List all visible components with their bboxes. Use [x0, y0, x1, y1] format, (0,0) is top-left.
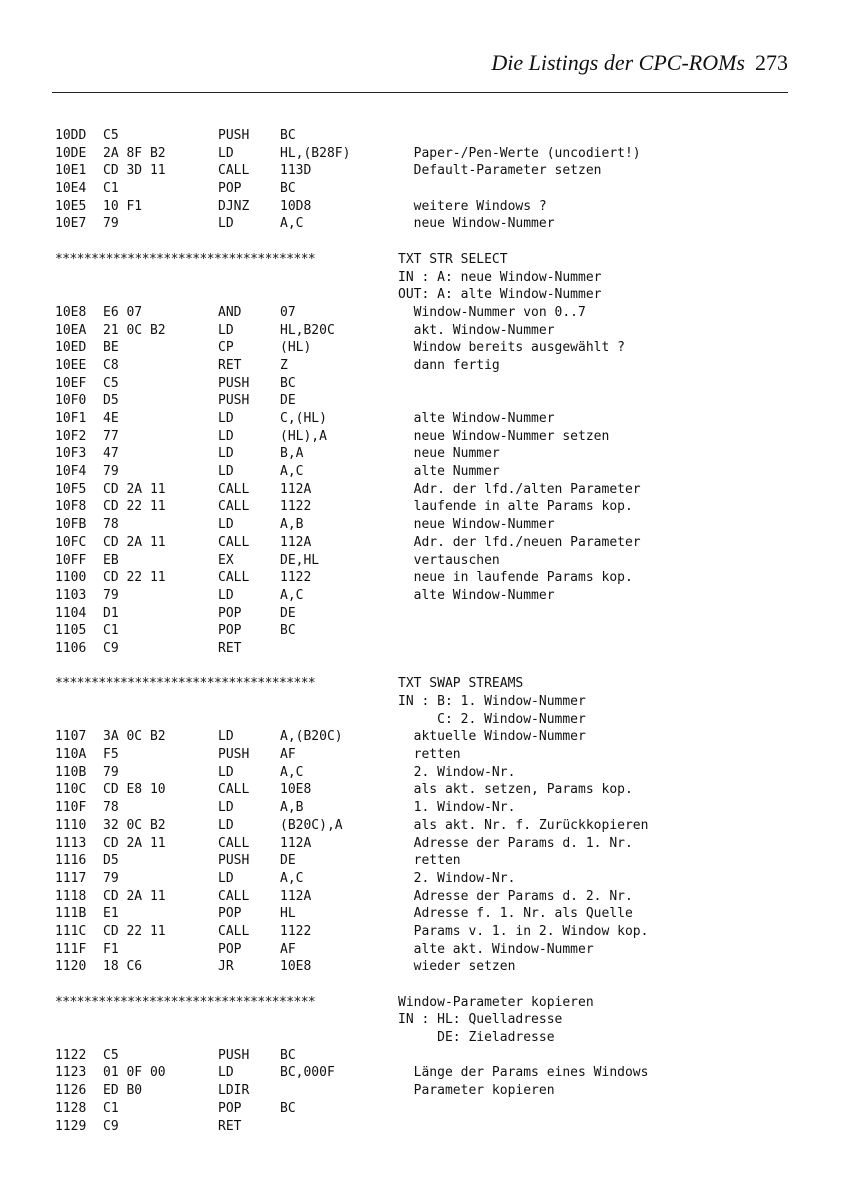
mnemonic: CP	[218, 340, 234, 356]
address: 1100	[55, 570, 87, 586]
operand: HL,(B28F)	[280, 145, 351, 161]
opcode-bytes: C1	[103, 623, 119, 639]
stars-separator: ************************************	[55, 251, 316, 267]
operand: A,C	[280, 587, 304, 603]
mnemonic: LD	[218, 1065, 234, 1081]
opcode-bytes: D5	[103, 853, 119, 869]
opcode-bytes: C5	[103, 375, 119, 391]
mnemonic: CALL	[218, 888, 250, 904]
comment: Adr. der lfd./alten Parameter	[398, 481, 641, 497]
opcode-bytes: 79	[103, 216, 119, 232]
address: 1128	[55, 1100, 87, 1116]
stars-separator: ************************************	[55, 994, 316, 1010]
code-line	[55, 746, 795, 764]
address: 10EE	[55, 357, 87, 373]
operand: AF	[280, 941, 296, 957]
mnemonic: POP	[218, 1100, 242, 1116]
opcode-bytes: 32 0C B2	[103, 817, 166, 833]
mnemonic: EX	[218, 552, 234, 568]
comment: DE: Zieladresse	[398, 1030, 555, 1046]
address: 110A	[55, 747, 87, 763]
comment: akt. Window-Nummer	[398, 322, 555, 338]
mnemonic: LD	[218, 216, 234, 232]
address: 110B	[55, 764, 87, 780]
code-line	[55, 1118, 795, 1136]
code-line	[55, 958, 795, 976]
code-line	[55, 498, 795, 516]
address: 10F1	[55, 411, 87, 426]
code-line	[55, 781, 795, 799]
mnemonic: POP	[218, 906, 242, 922]
page-header	[52, 50, 788, 93]
code-line	[55, 905, 795, 923]
opcode-bytes: C1	[103, 181, 119, 197]
mnemonic: CALL	[218, 481, 250, 497]
mnemonic: CALL	[218, 782, 250, 798]
address: 10E7	[55, 216, 87, 232]
opcode-bytes: C8	[103, 357, 119, 373]
opcode-bytes: 01 0F 00	[103, 1065, 166, 1081]
opcode-bytes: CD 22 11	[103, 570, 166, 586]
opcode-bytes: D5	[103, 393, 119, 409]
code-line	[55, 923, 795, 941]
opcode-bytes: 79	[103, 764, 119, 780]
mnemonic: LD	[218, 464, 234, 480]
mnemonic: PUSH	[218, 747, 250, 763]
opcode-bytes: CD E8 10	[103, 782, 166, 798]
operand: Z	[280, 357, 288, 373]
address: 111F	[55, 941, 87, 957]
operand: (HL),A	[280, 428, 327, 444]
opcode-bytes: 3A 0C B2	[103, 729, 166, 745]
code-line	[55, 640, 795, 658]
code-line	[55, 286, 795, 304]
code-line	[55, 180, 795, 198]
address: 10F4	[55, 464, 87, 480]
operand: 10E8	[280, 959, 312, 975]
mnemonic: PUSH	[218, 128, 250, 143]
address: 10E1	[55, 163, 87, 179]
comment: alte Window-Nummer	[398, 587, 555, 603]
address: 1107	[55, 729, 87, 745]
code-line	[55, 516, 795, 534]
comment: retten	[398, 747, 461, 763]
section-divider-line	[55, 675, 795, 693]
opcode-bytes: 79	[103, 870, 119, 886]
mnemonic: LD	[218, 729, 234, 745]
address: 1113	[55, 835, 87, 851]
operand: 1122	[280, 923, 312, 939]
opcode-bytes: 10 F1	[103, 198, 143, 214]
code-line	[55, 587, 795, 605]
operand: (HL)	[280, 340, 312, 356]
mnemonic: POP	[218, 181, 242, 197]
running-head	[491, 50, 788, 76]
mnemonic: LD	[218, 411, 234, 426]
operand: BC	[280, 375, 296, 391]
code-line	[55, 835, 795, 853]
address: 1103	[55, 587, 87, 603]
opcode-bytes: CD 2A 11	[103, 835, 166, 851]
code-line	[55, 463, 795, 481]
code-line	[55, 233, 795, 251]
mnemonic: POP	[218, 605, 242, 621]
address: 10F8	[55, 499, 87, 515]
comment: 2. Window-Nr.	[398, 870, 516, 886]
address: 110C	[55, 782, 87, 798]
opcode-bytes: 2A 8F B2	[103, 145, 166, 161]
opcode-bytes: C5	[103, 1047, 119, 1063]
section-divider-line	[55, 251, 795, 269]
operand: 1122	[280, 499, 312, 515]
comment: neue Window-Nummer	[398, 517, 555, 533]
code-line	[55, 817, 795, 835]
comment: Länge der Params eines Windows	[398, 1065, 649, 1081]
comment: Adresse der Params d. 1. Nr.	[398, 835, 633, 851]
address: 1120	[55, 959, 87, 975]
opcode-bytes: 18 C6	[103, 959, 143, 975]
comment: laufende in alte Params kop.	[398, 499, 633, 515]
address: 1104	[55, 605, 87, 621]
opcode-bytes: EB	[103, 552, 119, 568]
mnemonic: CALL	[218, 534, 250, 550]
comment: Window-Nummer von 0..7	[398, 304, 586, 320]
code-line	[55, 357, 795, 375]
code-line	[55, 269, 795, 287]
operand: 10D8	[280, 198, 312, 214]
code-line	[55, 145, 795, 163]
code-line	[55, 1047, 795, 1065]
mnemonic: LDIR	[218, 1083, 250, 1099]
section-title: TXT SWAP STREAMS	[398, 676, 524, 692]
opcode-bytes: CD 22 11	[103, 923, 166, 939]
code-line	[55, 304, 795, 322]
mnemonic: CALL	[218, 923, 250, 939]
operand: 112A	[280, 835, 312, 851]
code-line	[55, 693, 795, 711]
code-line	[55, 1082, 795, 1100]
operand: BC	[280, 1047, 296, 1063]
address: 10DD	[55, 128, 87, 143]
code-line	[55, 127, 795, 145]
code-line	[55, 605, 795, 623]
address: 110F	[55, 800, 87, 816]
book-title: Die Listings der CPC-ROMs	[491, 50, 745, 75]
address: 1126	[55, 1083, 87, 1099]
code-line	[55, 658, 795, 676]
address: 1117	[55, 870, 87, 886]
code-line	[55, 339, 795, 357]
comment: Adresse der Params d. 2. Nr.	[398, 888, 633, 904]
operand: A,B	[280, 800, 304, 816]
opcode-bytes: D1	[103, 605, 119, 621]
comment: Paper-/Pen-Werte (uncodiert!)	[398, 145, 641, 161]
mnemonic: LD	[218, 764, 234, 780]
address: 1129	[55, 1118, 87, 1134]
mnemonic: POP	[218, 623, 242, 639]
operand: C,(HL)	[280, 411, 327, 426]
comment: neue Window-Nummer	[398, 216, 555, 232]
comment: neue Nummer	[398, 446, 500, 462]
comment: wieder setzen	[398, 959, 516, 975]
operand: A,C	[280, 464, 304, 480]
mnemonic: CALL	[218, 163, 250, 179]
operand: BC	[280, 1100, 296, 1116]
address: 1118	[55, 888, 87, 904]
operand: A,C	[280, 870, 304, 886]
comment: weitere Windows ?	[398, 198, 547, 214]
mnemonic: LD	[218, 817, 234, 833]
code-line	[55, 1064, 795, 1082]
code-line	[55, 392, 795, 410]
mnemonic: CALL	[218, 835, 250, 851]
section-title: Window-Parameter kopieren	[398, 994, 594, 1010]
mnemonic: RET	[218, 357, 242, 373]
comment: Window bereits ausgewählt ?	[398, 340, 625, 356]
operand: 112A	[280, 888, 312, 904]
mnemonic: PUSH	[218, 853, 250, 869]
mnemonic: PUSH	[218, 393, 250, 409]
comment: Parameter kopieren	[398, 1083, 555, 1099]
opcode-bytes: 21 0C B2	[103, 322, 166, 338]
operand: DE	[280, 853, 296, 869]
operand: A,(B20C)	[280, 729, 343, 745]
opcode-bytes: 47	[103, 446, 119, 462]
opcode-bytes: CD 22 11	[103, 499, 166, 515]
address: 10E5	[55, 198, 87, 214]
comment: alte Nummer	[398, 464, 500, 480]
address: 1106	[55, 640, 87, 656]
opcode-bytes: 78	[103, 517, 119, 533]
operand: 112A	[280, 481, 312, 497]
comment: alte Window-Nummer	[398, 411, 555, 426]
address: 1110	[55, 817, 87, 833]
code-line	[55, 534, 795, 552]
mnemonic: LD	[218, 800, 234, 816]
opcode-bytes: 79	[103, 587, 119, 603]
code-line	[55, 410, 795, 428]
address: 10FF	[55, 552, 87, 568]
code-line	[55, 198, 795, 216]
code-line	[55, 1100, 795, 1118]
comment: 1. Window-Nr.	[398, 800, 516, 816]
code-line	[55, 941, 795, 959]
operand: DE	[280, 393, 296, 409]
mnemonic: JR	[218, 959, 234, 975]
code-line	[55, 888, 795, 906]
comment: IN : B: 1. Window-Nummer	[398, 694, 586, 709]
operand: A,C	[280, 764, 304, 780]
opcode-bytes: C5	[103, 128, 119, 143]
code-line	[55, 711, 795, 729]
address: 10DE	[55, 145, 87, 161]
mnemonic: POP	[218, 941, 242, 957]
address: 10EA	[55, 322, 87, 338]
mnemonic: DJNZ	[218, 198, 250, 214]
address: 10EF	[55, 375, 87, 391]
mnemonic: LD	[218, 446, 234, 462]
opcode-bytes: E6 07	[103, 304, 143, 320]
address: 111B	[55, 906, 87, 922]
address: 10FC	[55, 534, 87, 550]
comment: OUT: A: alte Window-Nummer	[398, 287, 602, 303]
address: 1122	[55, 1047, 87, 1063]
operand: AF	[280, 747, 296, 763]
operand: 10E8	[280, 782, 312, 798]
comment: Params v. 1. in 2. Window kop.	[398, 923, 649, 939]
code-line	[55, 375, 795, 393]
opcode-bytes: 79	[103, 464, 119, 480]
operand: 1122	[280, 570, 312, 586]
opcode-bytes: BE	[103, 340, 119, 356]
operand: A,B	[280, 517, 304, 533]
mnemonic: RET	[218, 640, 242, 656]
operand: 112A	[280, 534, 312, 550]
opcode-bytes: 78	[103, 800, 119, 816]
address: 1123	[55, 1065, 87, 1081]
comment: Adr. der lfd./neuen Parameter	[398, 534, 641, 550]
code-line	[55, 1029, 795, 1047]
code-line	[55, 162, 795, 180]
operand: DE,HL	[280, 552, 320, 568]
address: 10ED	[55, 340, 87, 356]
section-title: TXT STR SELECT	[398, 251, 508, 267]
code-line	[55, 799, 795, 817]
mnemonic: LD	[218, 145, 234, 161]
comment: neue Window-Nummer setzen	[398, 428, 610, 444]
opcode-bytes: CD 2A 11	[103, 888, 166, 904]
opcode-bytes: 77	[103, 428, 119, 444]
code-line	[55, 569, 795, 587]
comment: IN : A: neue Window-Nummer	[398, 269, 602, 285]
mnemonic: PUSH	[218, 1047, 250, 1063]
operand: (B20C),A	[280, 817, 343, 833]
comment: neue in laufende Params kop.	[398, 570, 633, 586]
comment: als akt. setzen, Params kop.	[398, 782, 633, 798]
mnemonic: CALL	[218, 570, 250, 586]
assembly-listing	[55, 127, 795, 1135]
code-line	[55, 481, 795, 499]
opcode-bytes: ED B0	[103, 1083, 143, 1099]
operand: HL	[280, 906, 296, 922]
code-line	[55, 764, 795, 782]
opcode-bytes: C9	[103, 1118, 119, 1134]
code-line	[55, 445, 795, 463]
address: 10F3	[55, 446, 87, 462]
opcode-bytes: E1	[103, 906, 119, 922]
operand: DE	[280, 605, 296, 621]
address: 111C	[55, 923, 87, 939]
comment: vertauschen	[398, 552, 500, 568]
operand: BC,000F	[280, 1065, 335, 1081]
mnemonic: LD	[218, 322, 234, 338]
code-line	[55, 852, 795, 870]
address: 10F2	[55, 428, 87, 444]
opcode-bytes: CD 2A 11	[103, 481, 166, 497]
mnemonic: LD	[218, 587, 234, 603]
opcode-bytes: CD 3D 11	[103, 163, 166, 179]
operand: A,C	[280, 216, 304, 232]
address: 10E4	[55, 181, 87, 197]
opcode-bytes: C1	[103, 1100, 119, 1116]
comment: 2. Window-Nr.	[398, 764, 516, 780]
operand: BC	[280, 623, 296, 639]
mnemonic: AND	[218, 304, 242, 320]
opcode-bytes: CD 2A 11	[103, 534, 166, 550]
mnemonic: CALL	[218, 499, 250, 515]
stars-separator: ************************************	[55, 676, 316, 692]
comment: als akt. Nr. f. Zurückkopieren	[398, 817, 649, 833]
address: 10FB	[55, 517, 87, 533]
comment: IN : HL: Quelladresse	[398, 1012, 563, 1028]
code-line	[55, 428, 795, 446]
code-line	[55, 552, 795, 570]
operand: 113D	[280, 163, 312, 179]
comment: alte akt. Window-Nummer	[398, 941, 594, 957]
operand: 07	[280, 304, 296, 320]
operand: BC	[280, 128, 296, 143]
address: 1116	[55, 853, 87, 869]
code-line	[55, 322, 795, 340]
opcode-bytes: 4E	[103, 411, 119, 426]
mnemonic: LD	[218, 870, 234, 886]
operand: HL,B20C	[280, 322, 335, 338]
mnemonic: PUSH	[218, 375, 250, 391]
address: 10F0	[55, 393, 87, 409]
opcode-bytes: F1	[103, 941, 119, 957]
address: 10F5	[55, 481, 87, 497]
opcode-bytes: C9	[103, 640, 119, 656]
comment: Adresse f. 1. Nr. als Quelle	[398, 906, 633, 922]
operand: BC	[280, 181, 296, 197]
opcode-bytes: F5	[103, 747, 119, 763]
comment: Default-Parameter setzen	[398, 163, 602, 179]
code-line	[55, 622, 795, 640]
operand: B,A	[280, 446, 304, 462]
comment: dann fertig	[398, 357, 500, 373]
mnemonic: RET	[218, 1118, 242, 1134]
address: 10E8	[55, 304, 87, 320]
comment: aktuelle Window-Nummer	[398, 729, 586, 745]
code-line	[55, 1011, 795, 1029]
mnemonic: LD	[218, 428, 234, 444]
code-line	[55, 870, 795, 888]
address: 1105	[55, 623, 87, 639]
comment: C: 2. Window-Nummer	[398, 711, 586, 727]
code-line	[55, 215, 795, 233]
section-divider-line	[55, 994, 795, 1012]
code-line	[55, 976, 795, 994]
comment: retten	[398, 853, 461, 869]
code-line	[55, 728, 795, 746]
mnemonic: LD	[218, 517, 234, 533]
page-number: 273	[755, 50, 788, 75]
